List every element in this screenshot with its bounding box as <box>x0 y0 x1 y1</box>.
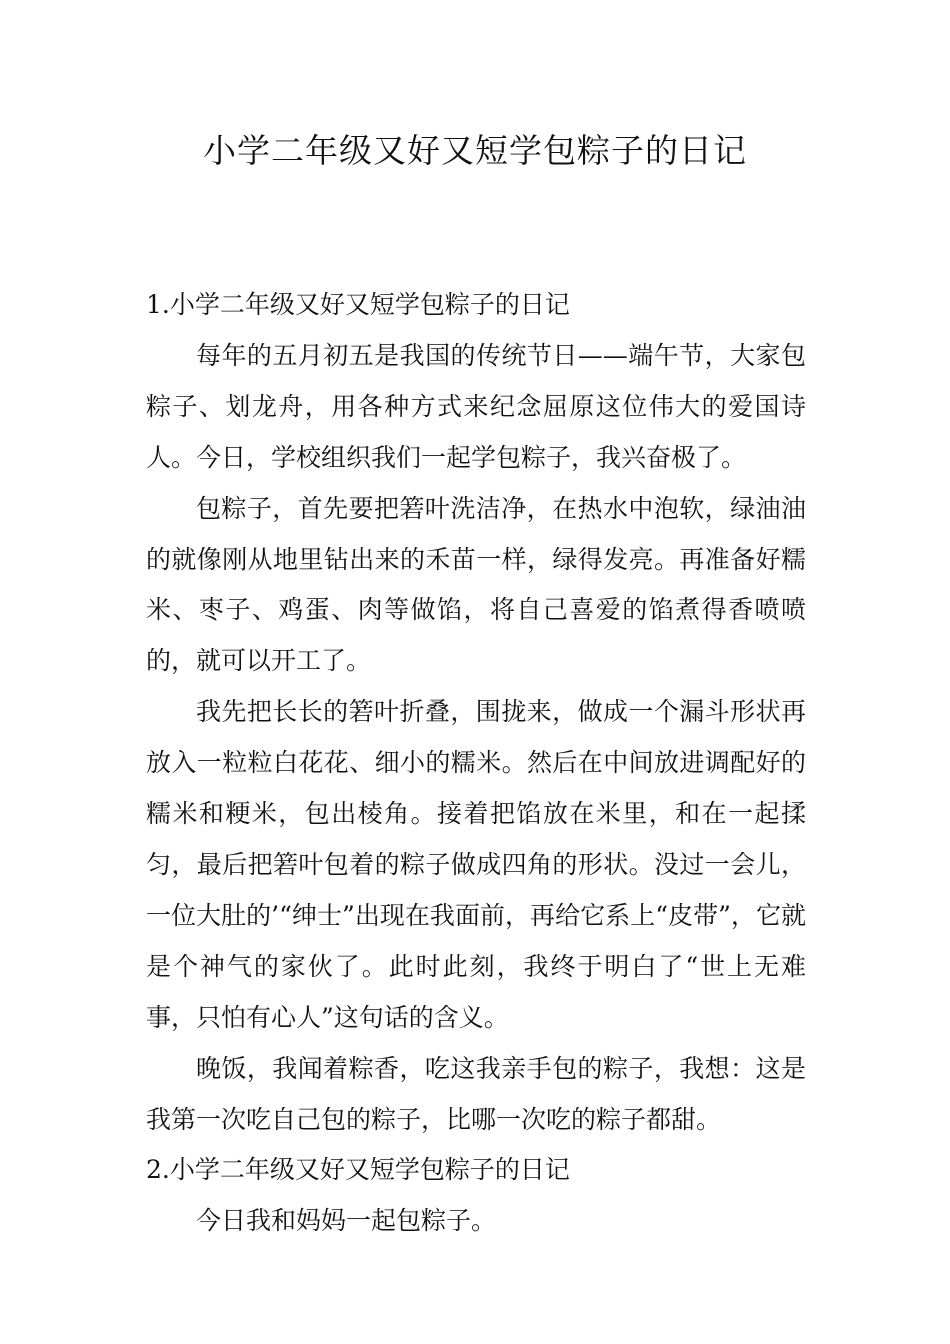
document-body <box>146 280 806 1247</box>
paragraph: 晚饭，我闻着粽香，吃这我亲手包的粽子，我想：这是我第一次吃自己包的粽子，比哪一次吃的粽子都甜。 <box>146 1053 806 1134</box>
paragraph: 我先把长长的箬叶折叠，围拢来，做成一个漏斗形状再放入一粒粒白花花、细小的糯米。然后在中间放进调配好的糯米和粳米，包出棱角。接着把馅放在米里，和在一起揉匀，最后把箬叶包着的粽子做成四角的形状。没过一会儿，一位大肚的’“绅士”出现在我面前，再给它系上“皮带”，它就是个神气的家伙了。此时此刻，我终于明白了“世上无难事，只怕有心人”这句话的含义。 <box>146 697 806 1032</box>
section-heading-2: 2.小学二年级又好又短学包粽子的日记 <box>146 1155 570 1185</box>
section-heading-1: 1.小学二年级又好又短学包粽子的日记 <box>146 290 570 319</box>
paragraph: 包粽子，首先要把箬叶洗洁净，在热水中泡软，绿油油的就像刚从地里钻出来的禾苗一样，绿得发亮。再准备好糯米、枣子、鸡蛋、肉等做馅，将自己喜爱的馅煮得香喷喷的，就可以开工了。 <box>146 493 806 676</box>
paragraph: 今日我和妈妈一起包粽子。 <box>196 1206 497 1236</box>
paragraph: 每年的五月初五是我国的传统节日——端午节，大家包粽子、划龙舟，用各种方式来纪念屈原这位伟大的爱国诗人。今日，学校组织我们一起学包粽子，我兴奋极了。 <box>146 340 806 472</box>
document-title: 小学二年级又好又短学包粽子的日记 <box>203 131 747 170</box>
